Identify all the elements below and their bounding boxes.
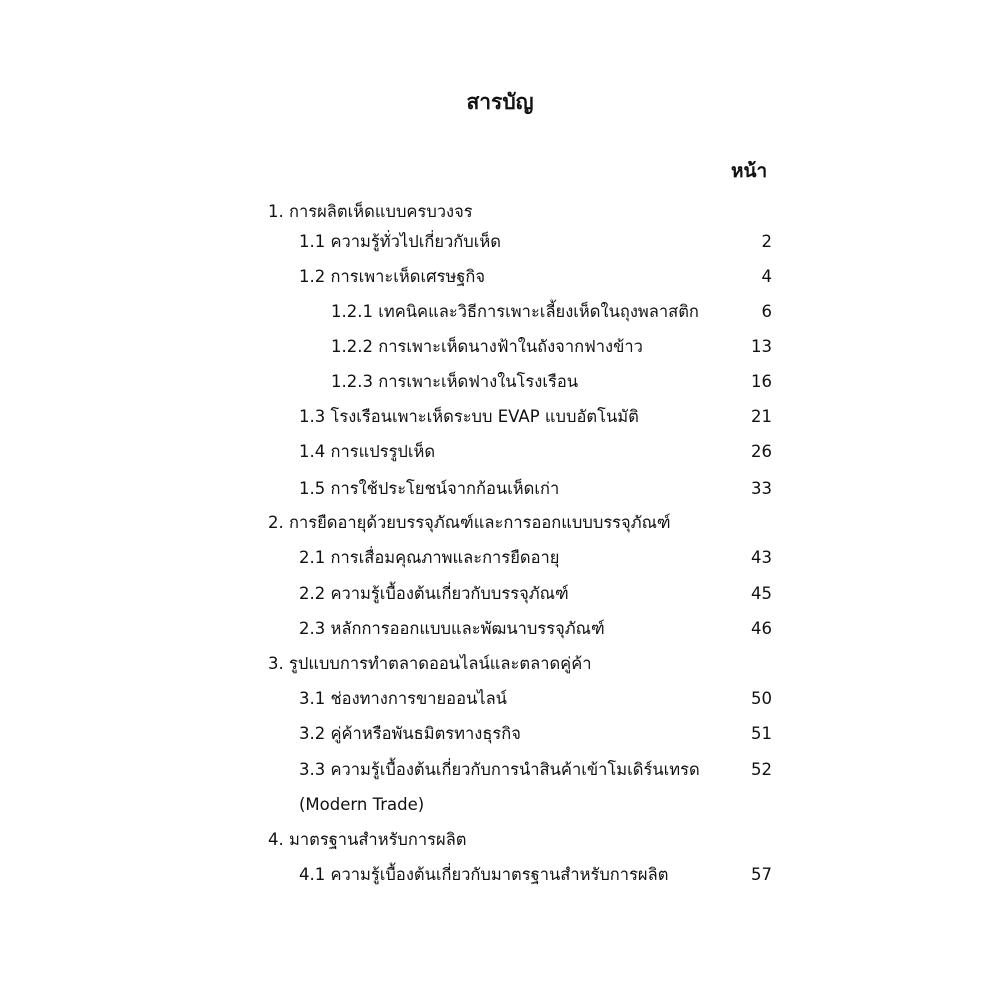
toc-entry-page: 52 [751, 760, 772, 779]
toc-entry-page: 13 [751, 337, 772, 356]
toc-entry-page: 50 [751, 689, 772, 708]
toc-entry-page: 33 [751, 479, 772, 498]
toc-entry-2 [0, 507, 1000, 539]
toc-entry-2-2 [0, 578, 1000, 610]
toc-entry-label: 4.1 ความรู้เบื้องต้นเกี่ยวกับมาตรฐานสำหรับการผลิต [299, 865, 669, 884]
toc-entry-1-2-3 [0, 366, 1000, 398]
toc-entry-page: 43 [751, 548, 772, 567]
toc-entry-label: 2.3 หลักการออกแบบและพัฒนาบรรจุภัณฑ์ [299, 619, 605, 638]
toc-entry-label: 1.3 โรงเรือนเพาะเห็ดระบบ EVAP แบบอัตโนมัติ [299, 407, 639, 426]
toc-entry-page: 45 [751, 584, 772, 603]
page-title: สารบัญ [466, 90, 534, 114]
toc-entry-page: 2 [761, 232, 772, 251]
toc-entry-label: 2. การยืดอายุด้วยบรรจุภัณฑ์และการออกแบบบรรจุภัณฑ์ [268, 513, 671, 532]
toc-entry-4-1 [0, 859, 1000, 891]
toc-entry-label: 2.1 การเสื่อมคุณภาพและการยืดอายุ [299, 548, 560, 567]
toc-entry-label: 1.1 ความรู้ทั่วไปเกี่ยวกับเห็ด [299, 232, 501, 251]
toc-entry-3-2 [0, 718, 1000, 750]
toc-entry-page: 21 [751, 407, 772, 426]
toc-entry-label: 4. มาตรฐานสำหรับการผลิต [268, 830, 467, 849]
toc-entry-2-1 [0, 542, 1000, 574]
toc-entry-2-3 [0, 613, 1000, 645]
toc-entry-1-2 [0, 261, 1000, 293]
toc-entry-3 [0, 648, 1000, 680]
toc-entry-3-3-continued [0, 789, 1000, 821]
toc-entry-label: (Modern Trade) [299, 795, 425, 814]
toc-entry-page: 46 [751, 619, 772, 638]
toc-entry-label: 2.2 ความรู้เบื้องต้นเกี่ยวกับบรรจุภัณฑ์ [299, 584, 569, 603]
toc-entry-label: 1.5 การใช้ประโยชน์จากก้อนเห็ดเก่า [299, 479, 560, 498]
toc-entry-label: 1.2 การเพาะเห็ดเศรษฐกิจ [299, 267, 486, 286]
toc-entry-label: 3. รูปแบบการทำตลาดออนไลน์และตลาดคู่ค้า [268, 654, 592, 673]
page-number-header: หน้า [731, 160, 768, 182]
toc-entry-1-4 [0, 436, 1000, 468]
toc-entry-4 [0, 824, 1000, 856]
toc-entry-3-3 [0, 754, 1000, 786]
toc-entry-1-1 [0, 226, 1000, 258]
toc-entry-page: 26 [751, 442, 772, 461]
toc-entry-1-3 [0, 401, 1000, 433]
toc-entry-page: 6 [761, 302, 772, 321]
toc-entry-1-5 [0, 473, 1000, 505]
toc-entry-page: 51 [751, 724, 772, 743]
toc-entry-page: 57 [751, 865, 772, 884]
toc-entry-label: 3.1 ช่องทางการขายออนไลน์ [299, 689, 507, 708]
toc-entry-page: 16 [751, 372, 772, 391]
toc-entry-label: 1.2.1 เทคนิคและวิธีการเพาะเลี้ยงเห็ดในถุงพลาสติก [331, 302, 699, 321]
toc-entry-page: 4 [761, 267, 772, 286]
toc-entry-label: 1. การผลิตเห็ดแบบครบวงจร [268, 202, 473, 221]
toc-entry-1 [0, 196, 1000, 228]
toc-entry-label: 3.2 คู่ค้าหรือพันธมิตรทางธุรกิจ [299, 724, 521, 743]
toc-entry-label: 1.2.3 การเพาะเห็ดฟางในโรงเรือน [331, 372, 579, 391]
toc-entry-3-1 [0, 683, 1000, 715]
toc-entry-label: 1.2.2 การเพาะเห็ดนางฟ้าในถังจากฟางข้าว [331, 337, 643, 356]
toc-entry-label: 3.3 ความรู้เบื้องต้นเกี่ยวกับการนำสินค้าเข้าโมเดิร์นเทรด [299, 760, 700, 779]
toc-entry-label: 1.4 การแปรรูปเห็ด [299, 442, 436, 461]
toc-entry-1-2-1 [0, 296, 1000, 328]
toc-entry-1-2-2 [0, 331, 1000, 363]
